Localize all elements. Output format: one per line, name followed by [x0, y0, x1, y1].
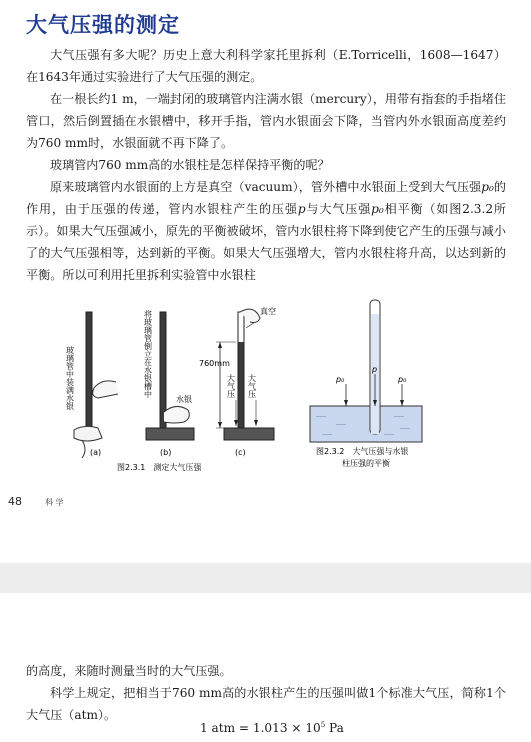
- figure-a-tube: [74, 312, 118, 458]
- sub-label-a: (a): [90, 448, 102, 457]
- paragraph-question: 玻璃管内760 mm高的水银柱是怎样保持平衡的呢？: [50, 158, 330, 172]
- explanation-part-d: 相平衡（如图2.3.2所示）。如果大气压强减小，原先的平衡被破坏，管内水银柱将下降到使它产生的压强与减小了的大气压强相等，达到新的平衡。如果大气压强增大，管内水银柱将升高，以达到新的平衡。所以可利用托里拆利实验管中水银柱: [26, 202, 506, 282]
- formula-base: 1 atm = 1.013 × 10: [200, 721, 321, 736]
- symbol-p: p: [297, 202, 306, 216]
- label-p0-left: p₀: [336, 375, 345, 384]
- formula-exponent: 5: [320, 721, 326, 729]
- figure-2-caption-line-1: 图2.3.2 大气压强与水银: [316, 447, 409, 456]
- label-mercury: 水银: [176, 395, 192, 404]
- page-footer: [8, 490, 64, 509]
- label-p0-right: p₀: [398, 375, 407, 384]
- label-vacuum: 真空: [260, 307, 276, 316]
- paragraph-intro: 大气压强有多大呢？历史上意大利科学家托里拆利（E.Torricelli，1608—1647）在1643年通过实验进行了大气压强的测定。: [26, 48, 506, 84]
- label-atm-right: 大气压: [247, 374, 257, 398]
- atm-formula: [200, 721, 344, 735]
- section-title: 大气压强的测定: [26, 13, 180, 37]
- sub-label-c: (c): [235, 448, 246, 457]
- paragraph-standard-atm: 科学上规定，把相当于760 mm高的水银柱产生的压强叫做1个标准大气压，简称1个大气压（atm）。: [26, 686, 506, 722]
- label-a-vertical: 玻璃管中装满水银: [65, 346, 75, 410]
- explanation-part-b: 的作用，由于压强的传递，管内水银柱产生的压强: [26, 180, 506, 216]
- page-number: 48: [8, 495, 22, 508]
- figure-2-3-1-illustration: [60, 302, 300, 478]
- label-760mm: 760mm: [199, 359, 230, 368]
- symbol-p0-second: p₀: [371, 202, 384, 216]
- symbol-p0: p₀: [481, 180, 494, 194]
- figure-1-caption: 图2.3.1 测定大气压强: [117, 463, 202, 472]
- paragraph-explanation: [26, 176, 506, 286]
- figure-b-tube: [146, 312, 194, 440]
- formula-unit: Pa: [325, 721, 344, 736]
- figure-2-caption-line-2: 柱压强的平衡: [342, 459, 390, 468]
- label-p-column: p: [372, 365, 378, 374]
- paragraph-continuation: 的高度，来随时测量当时的大气压强。: [26, 664, 232, 678]
- explanation-part-a: 原来玻璃管内水银面的上方是真空（vacuum），管外槽中水银面上受到大气压强: [50, 180, 482, 194]
- sub-label-b: (b): [160, 448, 172, 457]
- figure-c-tube: [216, 309, 274, 440]
- label-atm-left: 大气压: [226, 374, 236, 398]
- page-gap: [0, 563, 531, 593]
- explanation-part-c: 与大气压强: [305, 202, 372, 216]
- paragraph-experiment: 在一根长约1 m，一端封闭的玻璃管内注满水银（mercury），用带有指套的手指堵住管口，然后倒置插在水银槽中，移开手指，管内水银面会下降，当管内外水银面高度差约为760 mm时，水银面就不再下降了。: [26, 92, 506, 150]
- subject-label: 科 学: [45, 498, 64, 507]
- label-b-vertical: 将玻璃管倒立在水银槽中: [143, 310, 153, 398]
- figure-2-3-2-illustration: [306, 294, 431, 474]
